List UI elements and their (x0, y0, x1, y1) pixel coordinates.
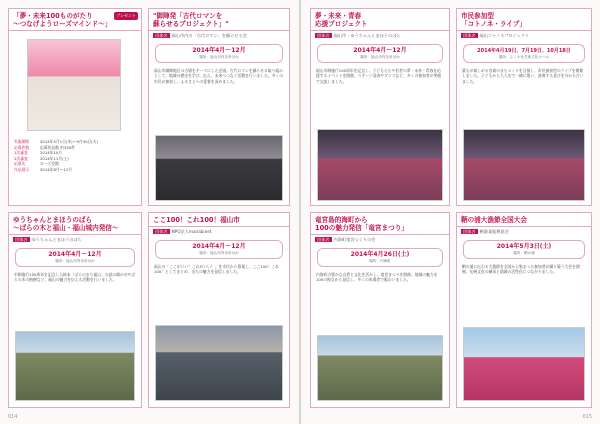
card-kotonote-date: 2014年4月19日、7月19日、10月18日 場所：ふくやま芸術文化ホール (463, 44, 585, 63)
rose-poster-image (27, 39, 121, 131)
stat-row: 応募件数 応募作品数 約350件 (14, 144, 76, 150)
card-koko-text: 福山の「ここがいい！これがいい！」を市民から募集し、ここ100！これ100！としてまとめ、まちの魅力を発信しました。 (154, 264, 279, 275)
koko-photo (155, 325, 283, 401)
right-page (301, 0, 600, 424)
rose-stats (9, 137, 141, 175)
card-goshin (148, 8, 290, 206)
card-kotonote (456, 8, 592, 206)
sogen-photo (317, 335, 443, 401)
card-kotonote-head (457, 9, 591, 31)
card-yume-text: 福山市制施行100周年を記念し、子どもたちや若者の夢・未来・青春を応援するイベントを開催。ステージ発表やダンスなど、多くの参加者が笑顔で交流しました。 (316, 68, 442, 84)
card-sogen (310, 212, 450, 408)
card-sogen-title: 竜宮島的海町から 100の魅力発信「竜宮まつり」 (315, 216, 408, 232)
stat-row: 1次審査 2014年10月 (14, 150, 63, 156)
card-goshin-title: "御陣発「古代ロマンを 蘇らせるプロジェクト」" (153, 12, 229, 28)
yuchan-photo (15, 331, 135, 401)
card-yuchan-text: 市制施行100周年を記念した絵本「ばらのまち福山」の読み聞かせやばらの木の植樹など、福山の魅力を伝える活動を行いました。 (14, 272, 136, 283)
card-tsurugi (456, 212, 592, 408)
card-rose-title: 「夢・未来100ものがたり ～つなげようローズマインド～」 (13, 12, 112, 28)
left-page (0, 0, 299, 424)
card-tsurugi-title: 鞆の浦大漁節全国大会 (461, 216, 527, 224)
card-koko (148, 212, 290, 408)
stat-row: 応募先 ローズ会館 (14, 161, 59, 167)
stat-row: 実施期間 2014年5月1日(木)～9月30日(火) (14, 139, 99, 144)
page-number-left: 014 (8, 414, 18, 420)
card-yume (310, 8, 450, 206)
card-tsurugi-head (457, 213, 591, 227)
card-koko-head (149, 213, 289, 227)
card-sogen-head (311, 213, 449, 235)
card-yuchan-title: ゆうちゃんとまほうのばら ～ばらの木と福山・福山城内発信～ (13, 216, 119, 232)
tsurugi-photo (463, 327, 585, 401)
card-yume-title: 夢・未来・青春 応援プロジェクト (315, 12, 368, 28)
card-tsurugi-org: 団体名 鞆漁業振興協会 (463, 229, 509, 234)
card-kotonote-title: 市民参加型 「コトノネ・ライブ」 (461, 12, 526, 28)
card-yuchan-date: 2014年4月～12月 場所：福山市内各所ほか (15, 248, 135, 267)
present-badge: プレゼント (116, 13, 136, 18)
card-sogen-org: 団体名 内海町竜宮づくりの会 (317, 237, 376, 242)
card-koko-date: 2014年4月～12月 場所：福山市内各所ほか (155, 240, 283, 259)
card-koko-org: 団体名 NPO法人manabinet (155, 229, 212, 234)
card-yume-date: 2014年4月～12月 場所：福山市内各所ほか (317, 44, 443, 63)
card-sogen-date: 2014年4月26日(土) 場所：内海町 (317, 248, 443, 267)
card-sogen-text: 内海町の豊かな自然と文化を活かし、竜宮まつりを開催。地域の魅力を100の視点から発信し、多くの来場者で賑わいました。 (316, 272, 438, 283)
card-goshin-date: 2014年4月～12月 場所：福山市内各所ほか (155, 44, 283, 63)
card-yume-head (311, 9, 449, 31)
card-rose (8, 8, 142, 206)
card-yume-org: 団体名 福山市・ゆうちゃんとまほうのばら (317, 33, 401, 38)
page-number-right: 015 (582, 414, 592, 420)
card-tsurugi-date: 2014年5月3日(土) 場所：鞆の浦 (463, 240, 585, 259)
card-goshin-head (149, 9, 289, 31)
card-yuchan (8, 212, 142, 408)
card-tsurugi-text: 鞆の浦に伝わる大漁節を全国から集まった参加者が踊り競う大会を開催。伝統文化の継承と地域の活性化につながりました。 (462, 264, 580, 275)
card-koko-title: ここ100！これ100！福山市 (153, 216, 240, 224)
kotonote-photo (463, 129, 585, 201)
card-kotonote-org: 団体名 福山コトノネプロジェクト (463, 33, 530, 38)
card-goshin-org: 団体名 福山市内の「古代ロマン」を蘇らせる会 (155, 33, 247, 38)
yume-photo (317, 129, 443, 201)
card-yuchan-org: 団体名 ゆうちゃんとまほうのばら (15, 237, 82, 242)
stat-row: 2次審査 2014年11月(土) (14, 155, 69, 161)
card-yuchan-head (9, 213, 141, 235)
card-kotonote-text: 誰もが楽しめる音楽のまちづくりを目指し、市民参加型のライブを開催しました。子どもから大人まで一緒に歌い、演奏する喜びを分かち合いました。 (462, 68, 584, 84)
goshin-photo (155, 135, 283, 201)
card-rose-head (9, 9, 141, 31)
stat-row: 作品展示 2014年6月～12月 (14, 166, 73, 172)
card-goshin-text: 福山市御陣地区の古墳をテーマにした企画。古代ロマンを蘇らせる取り組みとして、地域の歴史を学び、伝え、未来へつなぐ活動を行いました。多くの市民が参加し、ふるさとへの愛着を深めました。 (154, 68, 284, 84)
